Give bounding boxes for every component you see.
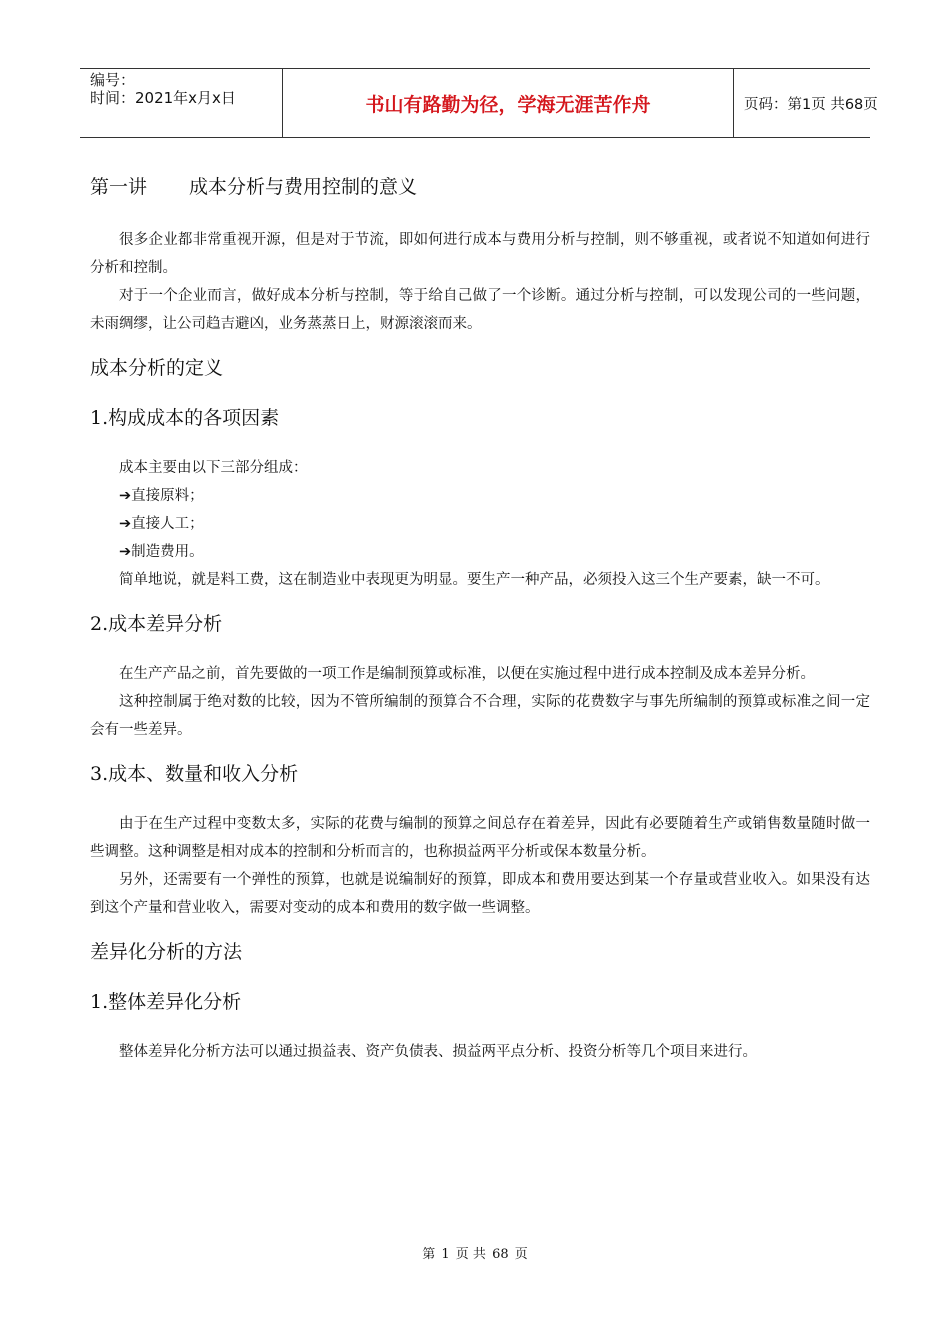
paragraph: 这种控制属于绝对数的比较，因为不管所编制的预算合不合理，实际的花费数字与事先所编制的预算或标准之间一定会有一些差异。 bbox=[90, 694, 870, 738]
paragraph: 另外，还需要有一个弹性的预算，也就是说编制好的预算，即成本和费用要达到某一个存量或营业收入。如果没有达到这个产量和营业收入，需要对变动的成本和费用的数字做一些调整。 bbox=[90, 872, 870, 916]
page-header bbox=[80, 68, 878, 138]
lecture-title-text: 成本分析与费用控制的意义 bbox=[189, 176, 418, 198]
motto: 书山有路勤为径，学海无涯苦作舟 bbox=[282, 69, 734, 137]
code-label: 编号： bbox=[90, 71, 136, 89]
footer-suffix: 页 bbox=[514, 1247, 528, 1262]
header-left-cell bbox=[80, 69, 282, 137]
intro-paragraph: 对于一个企业而言，做好成本分析与控制，等于给自己做了一个诊断。通过分析与控制，可以发现公司的一些问题，未雨绸缪，让公司趋吉避凶，业务蒸蒸日上，财源滚滚而来。 bbox=[90, 288, 870, 332]
document-body bbox=[90, 170, 870, 1066]
footer-mid: 页 共 bbox=[455, 1247, 486, 1262]
paragraph: 由于在生产过程中变数太多，实际的花费与编制的预算之间总存在着差异，因此有必要随着生产或销售数量随时做一些调整。这种调整是相对成本的控制和分析而言的，也称损益两平分析或保本数量分析。 bbox=[90, 816, 870, 860]
list-lead: 成本主要由以下三部分组成： bbox=[119, 460, 308, 476]
subsection-heading: 1.整体差异化分析 bbox=[90, 991, 242, 1013]
paragraph: 在生产产品之前，首先要做的一项工作是编制预算或标准，以便在实施过程中进行成本控制及成本差异分析。 bbox=[119, 666, 815, 682]
paragraph: 整体差异化分析方法可以通过损益表、资产负债表、损益两平点分析、投资分析等几个项目来进行。 bbox=[119, 1044, 757, 1060]
lecture-title bbox=[90, 170, 870, 204]
page-label: 页码：第1页 共68页 bbox=[744, 96, 878, 113]
subsection-heading: 1.构成成本的各项因素 bbox=[90, 407, 280, 429]
page-footer bbox=[0, 1246, 950, 1264]
footer-total-pages: 68 bbox=[492, 1247, 509, 1262]
subsection-heading: 2.成本差异分析 bbox=[90, 613, 223, 635]
section-heading: 成本分析的定义 bbox=[90, 357, 224, 379]
intro-paragraph: 很多企业都非常重视开源，但是对于节流，即如何进行成本与费用分析与控制，则不够重视，或者说不知道如何进行分析和控制。 bbox=[90, 232, 870, 276]
list-item: ➔直接人工； bbox=[119, 516, 204, 532]
time-label: 时间：2021年x月x日 bbox=[90, 89, 236, 107]
footer-page-number: 1 bbox=[441, 1247, 450, 1262]
list-item: ➔直接原料； bbox=[119, 488, 204, 504]
list-item: ➔制造费用。 bbox=[119, 544, 204, 560]
lecture-number: 第一讲 bbox=[90, 176, 148, 198]
paragraph: 简单地说，就是料工费，这在制造业中表现更为明显。要生产一种产品，必须投入这三个生产要素，缺一不可。 bbox=[119, 572, 830, 588]
footer-prefix: 第 bbox=[422, 1247, 436, 1262]
section-heading: 差异化分析的方法 bbox=[90, 941, 243, 963]
subsection-heading: 3.成本、数量和收入分析 bbox=[90, 763, 299, 785]
